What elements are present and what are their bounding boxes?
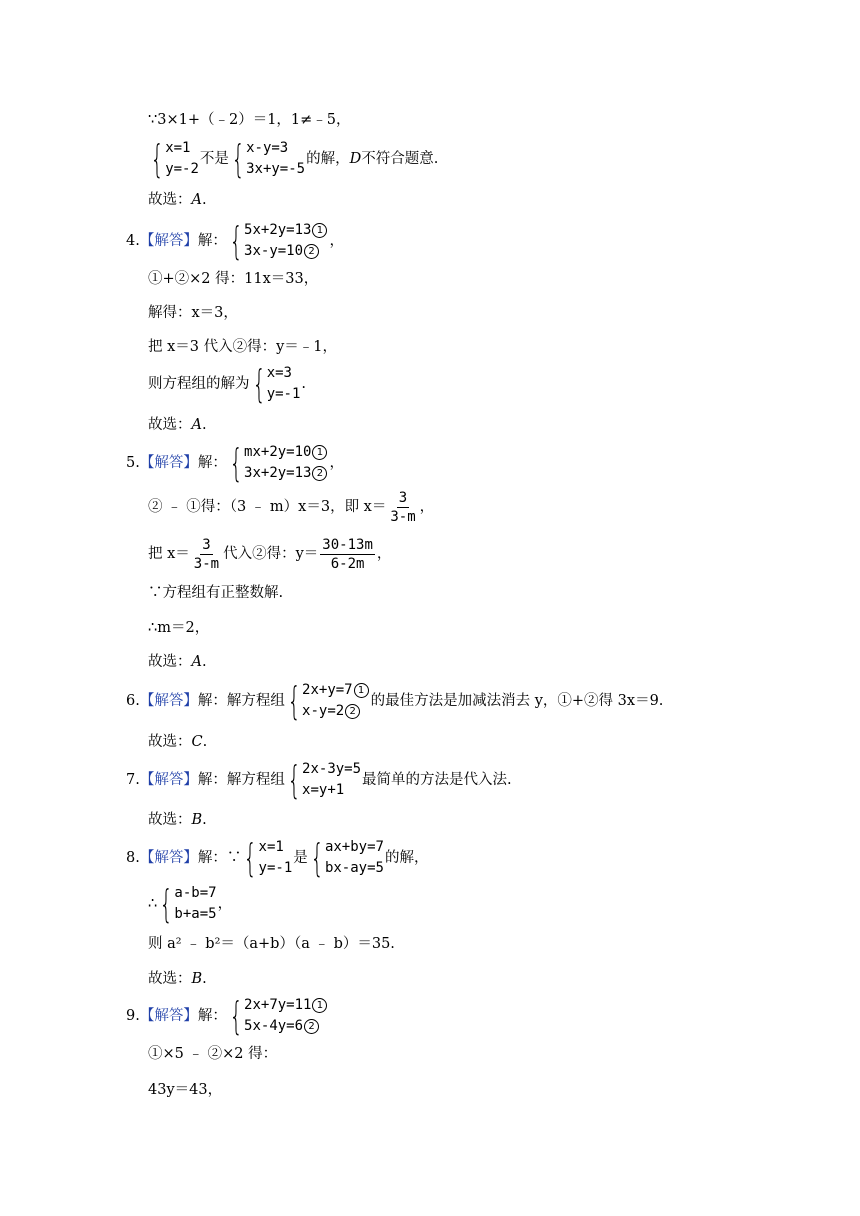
circled-number-icon: 1 [312, 223, 327, 238]
question-number: 4. [126, 232, 140, 249]
q5-answer-line: 故选： A . [148, 654, 207, 670]
equation-system: { 2x+7y=11 1 5x-4y=6 2 [228, 995, 329, 1037]
q5-step-4: ∴m＝2， [148, 620, 210, 636]
answer-tag: 【解答】 [139, 849, 198, 866]
q9-step-1: ①×5 ﹣ ②×2 得： [148, 1046, 278, 1062]
left-brace-icon: { [159, 882, 173, 926]
equation-system: { x=1 y=-1 [243, 836, 293, 880]
circled-number-icon: 1 [354, 683, 369, 698]
q8-step-2: 则 a² ﹣ b²＝（a+b）（a ﹣ b）＝35. [148, 936, 395, 952]
q4-step-2: 解得：x＝3， [148, 305, 238, 321]
circled-number-icon: 1 [312, 445, 327, 460]
fraction: $\frac{3}{3-m}$ [390, 490, 416, 525]
circled-number-icon: 2 [304, 1019, 319, 1034]
equation-system: { x=1 y=-2 [150, 137, 199, 181]
q3-answer-line: 故选： A . [148, 192, 207, 208]
q4-step-4: 则方程组的解为 { x=3 y=-1 . [148, 362, 307, 406]
left-brace-icon: { [229, 219, 243, 263]
left-brace-icon: { [150, 137, 164, 181]
circled-number-icon: 1 [312, 998, 327, 1013]
left-brace-icon: { [231, 137, 245, 181]
left-brace-icon: { [287, 679, 301, 723]
question-number: 5. [126, 454, 140, 471]
equation-system: { 2x-3y=5 x=y+1 [287, 758, 362, 802]
left-brace-icon: { [229, 994, 243, 1038]
equation-system: { 2x+y=7 1 x-y=2 2 [286, 680, 370, 722]
circled-number-icon: 2 [312, 466, 327, 481]
equation-system: { a-b=7 b+a=5 [159, 882, 217, 926]
question-number: 6. [126, 692, 140, 709]
answer-tag: 【解答】 [139, 1007, 198, 1024]
q5-step-1: ② ﹣ ①得：（3 ﹣ m）x＝3，即 x＝ $\frac{3}{3-m}$ ， [148, 490, 435, 525]
q5-header-line: 5. 【解答】 解： { mx+2y=10 1 3x+2y=13 2 ， [126, 441, 344, 485]
question-number: 7. [126, 771, 140, 788]
left-brace-icon: { [287, 758, 301, 802]
left-brace-icon: { [310, 836, 324, 880]
q6-line: 6. 【解答】 解：解方程组 { 2x+y=7 1 x-y=2 2 的最佳方法是加减法消去 y，①+②得 3x＝9. [126, 679, 664, 723]
equation-system: { x-y=3 3x+y=-5 [231, 137, 306, 181]
q8-step-1: ∴ { a-b=7 b+a=5 ， [148, 882, 233, 926]
q4-header-line: 4. 【解答】 解： { 5x+2y=13 1 3x-y=10 2 ， [126, 219, 344, 263]
q8-answer-line: 故选： B . [148, 971, 207, 987]
circled-number-icon: 2 [304, 244, 319, 259]
q9-step-2: 43y＝43， [148, 1082, 223, 1098]
q8-header-line: 8. 【解答】 解：∵ { x=1 y=-1 是 { ax+by=7 bx-ay=5 的解， [126, 836, 429, 880]
answer-tag: 【解答】 [139, 454, 198, 471]
q5-step-2: 把 x＝ $\frac{3}{3-m}$ 代入②得：y＝ $\frac{30-13m}{6-2m}$ ， [148, 537, 392, 572]
question-number: 8. [126, 849, 140, 866]
equation-system: { x=3 y=-1 [251, 362, 301, 406]
answer-tag: 【解答】 [139, 692, 198, 709]
q3-conclusion-line: { x=1 y=-2 不是 { x-y=3 3x+y=-5 的解， D 不符合题意. [150, 137, 439, 181]
fraction: $\frac{3}{3-m}$ [193, 537, 220, 572]
q5-step-3: ∵方程组有正整数解. [148, 585, 284, 601]
answer-tag: 【解答】 [139, 771, 198, 788]
q7-answer-line: 故选： B . [148, 812, 207, 828]
q4-answer-line: 故选： A . [148, 417, 207, 433]
circled-number-icon: 2 [345, 704, 360, 719]
fraction: $\frac{30-13m}{6-2m}$ [322, 537, 373, 572]
equation-system: { 5x+2y=13 1 3x-y=10 2 [228, 220, 329, 262]
q4-step-1: ①+②×2 得：11x＝33， [148, 271, 319, 287]
q6-answer-line: 故选： C . [148, 734, 208, 750]
equation-system: { ax+by=7 bx-ay=5 [310, 836, 384, 880]
q3-check-line: ∵3×1+（﹣2）＝1，1≠﹣5， [148, 112, 351, 128]
question-number: 9. [126, 1007, 140, 1024]
q7-line: 7. 【解答】 解：解方程组 { 2x-3y=5 x=y+1 最简单的方法是代入法. [126, 758, 512, 802]
q4-step-3: 把 x＝3 代入②得：y＝﹣1， [148, 339, 338, 355]
equation-system: { mx+2y=10 1 3x+2y=13 2 [228, 442, 329, 484]
left-brace-icon: { [229, 441, 243, 485]
left-brace-icon: { [243, 836, 258, 880]
answer-tag: 【解答】 [139, 232, 198, 249]
q9-header-line: 9. 【解答】 解： { 2x+7y=11 1 5x-4y=6 2 [126, 995, 329, 1037]
left-brace-icon: { [251, 362, 266, 406]
